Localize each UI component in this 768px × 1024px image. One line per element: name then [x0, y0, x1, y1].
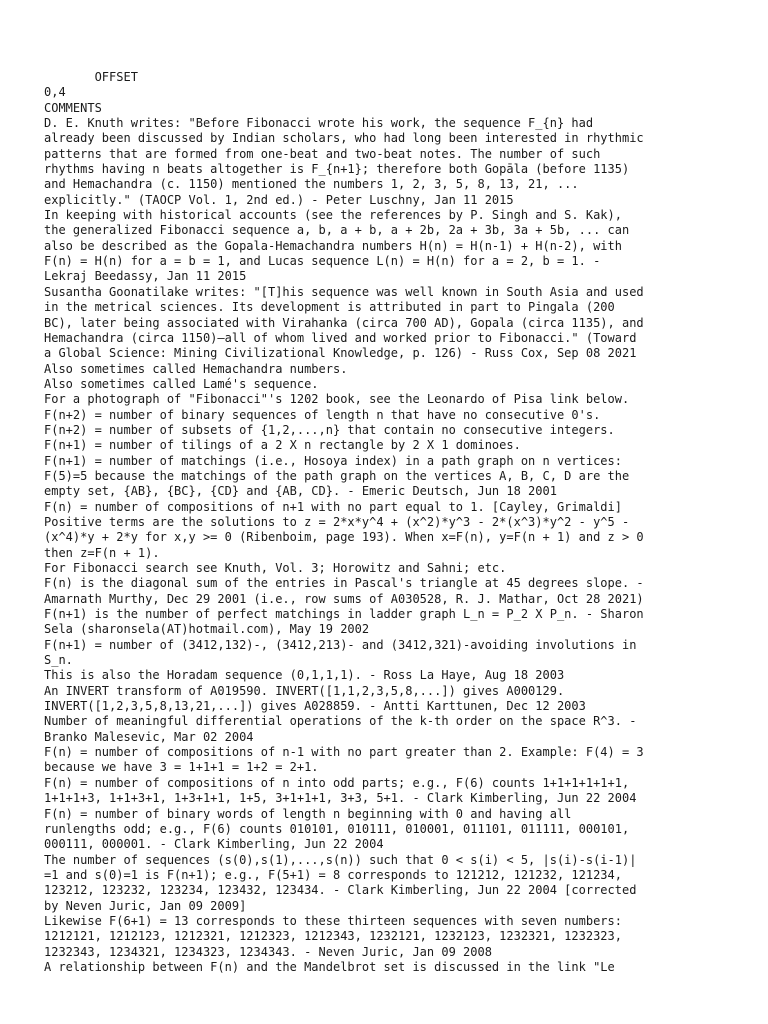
- text-line: F(n+2) = number of subsets of {1,2,...,n} that contain no consecutive integers.: [44, 422, 615, 437]
- text-line: a Global Science: Mining Civilizational Knowledge, p. 126) - Russ Cox, Sep 08 2021: [44, 346, 637, 361]
- text-line: This is also the Horadam sequence (0,1,1,1). - Ross La Haye, Aug 18 2003: [44, 668, 565, 683]
- text-line: 1+1+1+3, 1+1+3+1, 1+3+1+1, 1+5, 3+1+1+1, 3+3, 5+1. - Clark Kimberling, Jun 22 2004: [44, 791, 637, 806]
- text-line: A relationship between F(n) and the Mandelbrot set is discussed in the link "Le: [44, 959, 615, 974]
- text-line: F(n) = number of compositions of n+1 with no part equal to 1. [Cayley, Grimaldi]: [44, 499, 622, 514]
- text-line: F(5)=5 because the matchings of the path graph on the vertices A, B, C, D are the: [44, 468, 630, 483]
- text-line: D. E. Knuth writes: "Before Fibonacci wrote his work, the sequence F_{n} had: [44, 116, 594, 131]
- text-line: Sela (sharonsela(AT)hotmail.com), May 19 2002: [44, 622, 370, 637]
- text-line: F(n+2) = number of binary sequences of length n that have no consecutive 0's.: [44, 407, 601, 422]
- text-line: in the metrical sciences. Its development is attributed in part to Pingala (200: [44, 300, 615, 315]
- text-line: An INVERT transform of A019590. INVERT([1,1,2,3,5,8,...]) gives A000129.: [44, 683, 565, 698]
- text-line: S_n.: [44, 653, 73, 668]
- text-line: F(n) = number of binary words of length n beginning with 0 and having all: [44, 806, 572, 821]
- text-line: Positive terms are the solutions to z = 2*x*y^4 + (x^2)*y^3 - 2*(x^3)*y^2 - y^5 -: [44, 514, 630, 529]
- text-line: F(n+1) is the number of perfect matchings in ladder graph L_n = P_2 X P_n. - Sharon: [44, 607, 644, 622]
- text-line: =1 and s(0)=1 is F(n+1); e.g., F(5+1) = 8 corresponds to 121212, 121232, 121234,: [44, 867, 622, 882]
- document-text: [44, 70, 744, 975]
- text-line: already been discussed by Indian scholars, who had long been interested in rhythmic: [44, 131, 644, 146]
- text-line: F(n+1) = number of (3412,132)-, (3412,213)- and (3412,321)-avoiding involutions in: [44, 637, 637, 652]
- text-line: 123212, 123232, 123234, 123432, 123434. - Clark Kimberling, Jun 22 2004 [corrected: [44, 883, 637, 898]
- text-line: 000111, 000001. - Clark Kimberling, Jun 22 2004: [44, 837, 384, 852]
- text-line: F(n) = number of compositions of n into odd parts; e.g., F(6) counts 1+1+1+1+1+1,: [44, 775, 630, 790]
- text-line: Susantha Goonatilake writes: "[T]his sequence was well known in South Asia and used: [44, 284, 644, 299]
- text-line: explicitly." (TAOCP Vol. 1, 2nd ed.) - Peter Luschny, Jan 11 2015: [44, 192, 514, 207]
- text-line: and Hemachandra (c. 1150) mentioned the numbers 1, 2, 3, 5, 8, 13, 21, ...: [44, 177, 579, 192]
- text-line: F(n+1) = number of matchings (i.e., Hosoya index) in a path graph on n vertices:: [44, 453, 622, 468]
- text-line: For a photograph of "Fibonacci"'s 1202 book, see the Leonardo of Pisa link below.: [44, 392, 630, 407]
- text-line: F(n) = number of compositions of n-1 with no part greater than 2. Example: F(4) = 3: [44, 745, 644, 760]
- text-line: Likewise F(6+1) = 13 corresponds to these thirteen sequences with seven numbers:: [44, 913, 622, 928]
- text-line: BC), later being associated with Virahanka (circa 700 AD), Gopala (circa 1135), and: [44, 315, 644, 330]
- section-heading-comments: COMMENTS: [44, 100, 102, 115]
- text-line: empty set, {AB}, {BC}, {CD} and {AB, CD}. - Emeric Deutsch, Jun 18 2001: [44, 484, 557, 499]
- text-line: Branko Malesevic, Mar 02 2004: [44, 729, 254, 744]
- text-line: the generalized Fibonacci sequence a, b, a + b, a + 2b, 2a + 3b, 3a + 5b, ... can: [44, 223, 630, 238]
- section-heading-offset: OFFSET: [44, 70, 138, 84]
- text-line: F(n+1) = number of tilings of a 2 X n rectangle by 2 X 1 dominoes.: [44, 438, 521, 453]
- text-line: runlengths odd; e.g., F(6) counts 010101, 010111, 010001, 011101, 011111, 000101,: [44, 821, 630, 836]
- text-line: patterns that are formed from one-beat and two-beat notes. The number of such: [44, 146, 601, 161]
- text-line: also be described as the Gopala-Hemachandra numbers H(n) = H(n-1) + H(n-2), with: [44, 238, 622, 253]
- text-line: 0,4: [44, 85, 66, 100]
- text-line: Lekraj Beedassy, Jan 11 2015: [44, 269, 247, 284]
- text-line: rhythms having n beats altogether is F_{n+1}; therefore both Gopāla (before 1135): [44, 162, 630, 177]
- text-line: 1232343, 1234321, 1234323, 1234343. - Neven Juric, Jan 09 2008: [44, 944, 492, 959]
- text-line: In keeping with historical accounts (see the references by P. Singh and S. Kak),: [44, 208, 622, 223]
- text-line: F(n) is the diagonal sum of the entries in Pascal's triangle at 45 degrees slope. -: [44, 576, 644, 591]
- text-line: INVERT([1,2,3,5,8,13,21,...]) gives A028859. - Antti Karttunen, Dec 12 2003: [44, 699, 586, 714]
- text-line: The number of sequences (s(0),s(1),...,s(n)) such that 0 < s(i) < 5, |s(i)-s(i-1)|: [44, 852, 637, 867]
- text-line: F(n) = H(n) for a = b = 1, and Lucas sequence L(n) = H(n) for a = 2, b = 1. -: [44, 254, 601, 269]
- text-line: then z=F(n + 1).: [44, 545, 160, 560]
- text-line: Number of meaningful differential operations of the k-th order on the space R^3. -: [44, 714, 637, 729]
- text-line: Hemachandra (circa 1150)—all of whom lived and worked prior to Fibonacci." (Toward: [44, 330, 637, 345]
- text-line: For Fibonacci search see Knuth, Vol. 3; Horowitz and Sahni; etc.: [44, 561, 507, 575]
- text-line: Also sometimes called Lamé's sequence.: [44, 376, 319, 391]
- text-line: 1212121, 1212123, 1212321, 1212323, 1212343, 1232121, 1232123, 1232321, 1232323,: [44, 929, 622, 944]
- text-line: (x^4)*y + 2*y for x,y >= 0 (Ribenboim, page 193). When x=F(n), y=F(n + 1) and z > 0: [44, 530, 644, 545]
- text-line: Amarnath Murthy, Dec 29 2001 (i.e., row sums of A030528, R. J. Mathar, Oct 28 2021): [44, 591, 644, 606]
- text-line: by Neven Juric, Jan 09 2009]: [44, 898, 247, 913]
- text-line: Also sometimes called Hemachandra numbers.: [44, 361, 348, 376]
- text-line: because we have 3 = 1+1+1 = 1+2 = 2+1.: [44, 760, 319, 775]
